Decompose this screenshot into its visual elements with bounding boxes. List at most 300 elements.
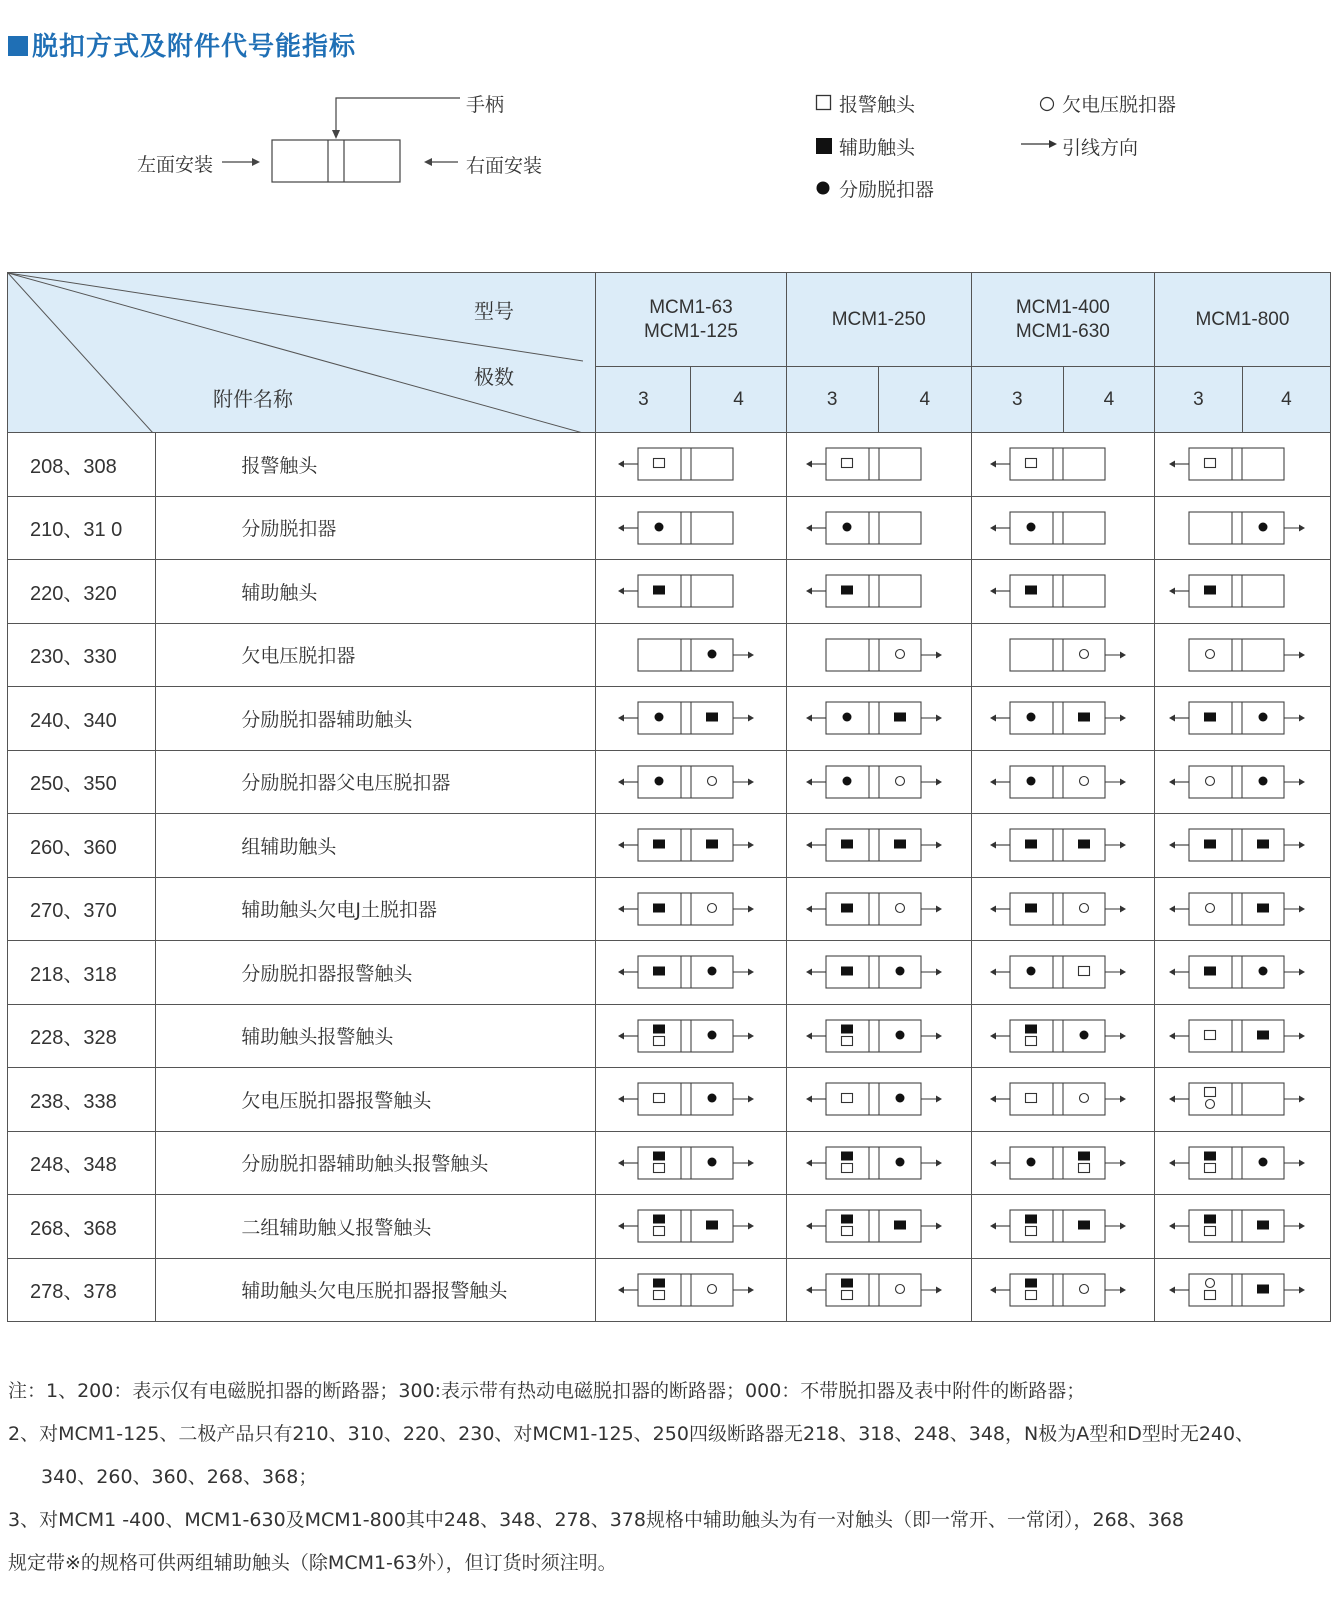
circle-icon — [895, 1284, 904, 1293]
filled-dot-icon — [1026, 776, 1035, 785]
filled-square-icon — [1257, 903, 1269, 912]
accessory-code: 248、348 — [8, 1131, 156, 1195]
filled-square-icon — [706, 1221, 718, 1230]
breaker-body — [826, 1210, 921, 1242]
arrow-right-icon — [921, 1032, 942, 1039]
arrow-left-icon — [618, 1096, 638, 1103]
symbol-cell — [1154, 496, 1330, 560]
filled-square-icon — [653, 1151, 665, 1160]
symbol-cell — [596, 560, 786, 624]
breaker-symbol-diagram — [1167, 765, 1317, 799]
breaker-body — [1010, 829, 1105, 861]
symbol-cell — [971, 560, 1154, 624]
breaker-symbol-diagram — [1167, 1019, 1317, 1053]
filled-dot-icon — [1026, 713, 1035, 722]
breaker-body — [826, 1147, 921, 1179]
breaker-body — [1010, 956, 1105, 988]
poles-label: 极数 — [474, 365, 514, 389]
circle-icon — [1079, 1284, 1088, 1293]
symbol-cell — [596, 1195, 786, 1259]
page-title: 脱扣方式及附件代号能指标 — [8, 26, 356, 63]
model-header-mcm1-800: MCM1-800 — [1154, 273, 1330, 367]
breaker-body — [1189, 829, 1284, 861]
breaker-symbol-diagram — [616, 1209, 766, 1243]
breaker-body — [1189, 1274, 1284, 1306]
arrow-right-icon — [733, 1096, 754, 1103]
poles-cell: 4 — [1242, 367, 1330, 433]
arrow-right-icon — [1105, 1096, 1126, 1103]
empty-square-icon — [841, 459, 852, 468]
filled-dot-icon — [1259, 522, 1268, 531]
filled-square-icon — [653, 903, 665, 912]
breaker-symbol-diagram — [1167, 1146, 1317, 1180]
arrow-left-icon — [806, 1032, 826, 1039]
symbol-cell — [1154, 1068, 1330, 1132]
accessory-code: 268、368 — [8, 1195, 156, 1259]
breaker-symbol-diagram — [988, 511, 1138, 545]
breaker-body — [638, 893, 733, 925]
breaker-symbol-diagram — [804, 1082, 954, 1116]
breaker-body — [826, 448, 921, 480]
accessory-name: 分励脱扣器父电压脱扣器 — [156, 750, 596, 814]
arrow-right-icon — [921, 1159, 942, 1166]
breaker-body — [826, 639, 921, 671]
arrow-left-icon — [806, 778, 826, 785]
empty-square-icon — [841, 1227, 852, 1236]
breaker-body — [638, 1083, 733, 1115]
circle-icon — [895, 649, 904, 658]
table-row — [8, 1131, 1331, 1195]
symbol-cell — [596, 433, 786, 497]
arrow-right-icon — [921, 651, 942, 658]
filled-dot-icon — [654, 776, 663, 785]
breaker-body — [1189, 1020, 1284, 1052]
breaker-symbol-diagram — [988, 1082, 1138, 1116]
symbol-cell — [1154, 1258, 1330, 1322]
breaker-body — [826, 1083, 921, 1115]
filled-dot-icon — [1259, 713, 1268, 722]
symbol-cell — [1154, 814, 1330, 878]
arrow-left-icon — [1169, 1159, 1189, 1166]
arrow-left-icon — [806, 1159, 826, 1166]
breaker-symbol-diagram — [616, 701, 766, 735]
circle-icon — [1079, 649, 1088, 658]
filled-dot-icon — [895, 1094, 904, 1103]
breaker-body — [638, 766, 733, 798]
circle-icon — [1206, 649, 1215, 658]
arrow-right-icon — [1284, 715, 1305, 722]
breaker-body — [1010, 702, 1105, 734]
arrow-right-icon — [1105, 842, 1126, 849]
arrow-right-icon — [1105, 715, 1126, 722]
arrow-left-icon — [806, 842, 826, 849]
symbol-cell — [786, 1258, 971, 1322]
arrow-right-icon — [921, 1096, 942, 1103]
symbol-cell — [786, 623, 971, 687]
accessory-name-label: 附件名称 — [213, 387, 293, 411]
accessory-name: 组辅助触头 — [156, 814, 596, 878]
breaker-body — [638, 639, 733, 671]
arrow-left-icon — [990, 588, 1010, 595]
symbol-cell — [786, 560, 971, 624]
accessory-name: 辅助触头欠电J土脱扣器 — [156, 877, 596, 941]
arrow-left-icon — [618, 1159, 638, 1166]
table-row — [8, 941, 1331, 1005]
breaker-body — [826, 702, 921, 734]
arrow-right-icon — [1284, 1096, 1305, 1103]
breaker-symbol-diagram — [804, 1273, 954, 1307]
empty-square-icon — [653, 1227, 664, 1236]
breaker-symbol-diagram — [616, 574, 766, 608]
handle-label: 手柄 — [466, 94, 505, 116]
breaker-symbol-diagram — [1167, 1209, 1317, 1243]
breaker-symbol-diagram — [1167, 447, 1317, 481]
breaker-symbol-diagram — [1167, 1273, 1317, 1307]
filled-square-icon — [653, 1278, 665, 1287]
arrow-left-icon — [1169, 1286, 1189, 1293]
breaker-body — [1010, 512, 1105, 544]
arrow-right-icon — [921, 715, 942, 722]
breaker-symbol-diagram — [804, 955, 954, 989]
accessory-name: 辅助触头欠电压脱扣器报警触头 — [156, 1258, 596, 1322]
arrow-left-icon — [806, 588, 826, 595]
breaker-body — [1010, 1083, 1105, 1115]
breaker-body — [1189, 1083, 1284, 1115]
breaker-body — [826, 766, 921, 798]
arrow-left-icon — [618, 461, 638, 468]
accessory-code: 270、370 — [8, 877, 156, 941]
table-row — [8, 814, 1331, 878]
accessory-code: 250、350 — [8, 750, 156, 814]
breaker-symbol-diagram — [804, 1209, 954, 1243]
breaker-symbol-diagram — [804, 511, 954, 545]
filled-square-icon — [841, 1151, 853, 1160]
arrow-left-icon — [990, 1159, 1010, 1166]
arrow-right-icon — [921, 1286, 942, 1293]
arrow-right-icon — [1284, 905, 1305, 912]
filled-square-icon — [1078, 1151, 1090, 1160]
breaker-body — [1189, 448, 1284, 480]
symbol-cell — [786, 687, 971, 751]
legend-empty-square-label: 报警触头 — [839, 94, 916, 116]
symbol-cell — [1154, 750, 1330, 814]
breaker-symbol-diagram — [1167, 828, 1317, 862]
breaker-body — [826, 1274, 921, 1306]
symbol-cell — [1154, 1004, 1330, 1068]
symbol-cell — [971, 687, 1154, 751]
filled-square-icon — [653, 967, 665, 976]
breaker-symbol-diagram — [988, 447, 1138, 481]
filled-square-icon — [1204, 840, 1216, 849]
filled-dot-icon — [1026, 1157, 1035, 1166]
circle-icon — [1079, 776, 1088, 785]
poles-cell: 3 — [786, 367, 878, 433]
breaker-body — [638, 1020, 733, 1052]
filled-dot-icon — [707, 1030, 716, 1039]
poles-cell: 4 — [691, 367, 786, 433]
arrow-left-icon — [990, 905, 1010, 912]
left-install-label: 左面安装 — [137, 154, 214, 176]
filled-square-icon — [841, 1024, 853, 1033]
accessory-name: 报警触头 — [156, 433, 596, 497]
arrow-right-icon — [733, 1286, 754, 1293]
arrow-left-icon — [990, 1223, 1010, 1230]
symbol-cell — [596, 623, 786, 687]
arrow-left-icon — [806, 905, 826, 912]
breaker-symbol-diagram — [988, 892, 1138, 926]
arrow-right-icon — [1284, 651, 1305, 658]
note-line: 规定带※的规格可供两组辅助触头（除MCM1-63外），但订货时须注明。 — [8, 1552, 617, 1574]
breaker-symbol-diagram — [804, 1146, 954, 1180]
empty-square-icon — [841, 1094, 852, 1103]
table-row — [8, 1004, 1331, 1068]
filled-dot-icon — [895, 1157, 904, 1166]
symbol-cell — [1154, 623, 1330, 687]
legend-arrow-label: 引线方向 — [1062, 137, 1139, 159]
arrow-left-icon — [1169, 778, 1189, 785]
symbol-cell — [971, 750, 1154, 814]
empty-square-icon — [653, 1290, 664, 1299]
symbol-cell — [971, 623, 1154, 687]
filled-dot-icon — [707, 1094, 716, 1103]
arrow-left-icon — [990, 1032, 1010, 1039]
arrow-left-icon — [806, 969, 826, 976]
accessory-name: 分励脱扣器辅助触头报警触头 — [156, 1131, 596, 1195]
breaker-symbol-diagram — [616, 1082, 766, 1116]
filled-dot-icon — [1079, 1030, 1088, 1039]
arrow-left-icon — [990, 1286, 1010, 1293]
circle-icon — [1206, 1278, 1215, 1287]
arrow-right-icon — [733, 842, 754, 849]
breaker-symbol-diagram — [804, 638, 954, 672]
breaker-body — [1189, 1147, 1284, 1179]
arrow-right-icon — [921, 969, 942, 976]
breaker-symbol-diagram — [804, 574, 954, 608]
breaker-symbol-diagram — [988, 1209, 1138, 1243]
arrow-left-icon — [618, 1286, 638, 1293]
symbol-cell — [1154, 1195, 1330, 1259]
arrow-left-icon — [1169, 1096, 1189, 1103]
table-row — [8, 623, 1331, 687]
breaker-body — [638, 575, 733, 607]
arrow-left-icon — [1169, 969, 1189, 976]
filled-square-icon — [1204, 1215, 1216, 1224]
arrow-left-icon — [806, 1223, 826, 1230]
empty-square-icon — [653, 459, 664, 468]
filled-dot-icon — [707, 967, 716, 976]
arrow-left-icon — [1169, 715, 1189, 722]
symbol-cell — [971, 433, 1154, 497]
breaker-body — [638, 829, 733, 861]
accessory-code: 240、340 — [8, 687, 156, 751]
filled-square-icon — [1078, 840, 1090, 849]
breaker-symbol-diagram — [988, 1273, 1138, 1307]
arrow-right-icon — [1105, 905, 1126, 912]
filled-square-icon — [815, 137, 833, 155]
breaker-body — [1010, 766, 1105, 798]
arrow-left-icon — [618, 1032, 638, 1039]
breaker-body — [1010, 1210, 1105, 1242]
filled-square-icon — [1204, 1151, 1216, 1160]
arrow-right-icon — [733, 1159, 754, 1166]
symbol-cell — [1154, 433, 1330, 497]
symbol-cell — [786, 1068, 971, 1132]
symbol-cell — [596, 1258, 786, 1322]
breaker-symbol-diagram — [1167, 955, 1317, 989]
breaker-body — [1189, 893, 1284, 925]
arrow-right-icon — [1284, 1223, 1305, 1230]
poles-cell: 4 — [878, 367, 971, 433]
breaker-body — [1189, 1210, 1284, 1242]
breaker-symbol-diagram — [616, 765, 766, 799]
breaker-body — [826, 512, 921, 544]
legend-circle-label: 欠电压脱扣器 — [1062, 94, 1177, 116]
poles-cell: 3 — [971, 367, 1063, 433]
table-row — [8, 433, 1331, 497]
empty-square-icon — [841, 1163, 852, 1172]
breaker-body — [1010, 1147, 1105, 1179]
filled-square-icon — [1204, 586, 1216, 595]
filled-square-icon — [894, 713, 906, 722]
symbol-cell — [596, 496, 786, 560]
arrow-right-icon — [1284, 1159, 1305, 1166]
symbol-cell — [596, 750, 786, 814]
arrow-left-icon — [1169, 461, 1189, 468]
breaker-symbol-diagram — [988, 638, 1138, 672]
circle-icon — [707, 903, 716, 912]
arrow-left-icon — [806, 524, 826, 531]
symbol-cell — [971, 814, 1154, 878]
legend-filled-square-label: 辅助触头 — [839, 137, 916, 159]
arrow-right-icon — [733, 1032, 754, 1039]
arrow-icon — [1020, 137, 1060, 151]
arrow-left-icon — [806, 461, 826, 468]
table-row — [8, 877, 1331, 941]
filled-square-icon — [1257, 840, 1269, 849]
breaker-symbol-diagram — [804, 765, 954, 799]
accessory-name: 辅助触头 — [156, 560, 596, 624]
breaker-symbol-diagram — [988, 765, 1138, 799]
filled-square-icon — [894, 840, 906, 849]
filled-square-icon — [1257, 1030, 1269, 1039]
empty-square-icon — [1205, 459, 1216, 468]
breaker-symbol-diagram — [616, 638, 766, 672]
filled-dot-icon — [895, 1030, 904, 1039]
accessory-code: 228、328 — [8, 1004, 156, 1068]
poles-cell: 3 — [596, 367, 691, 433]
arrow-right-icon — [1105, 969, 1126, 976]
filled-square-icon — [653, 586, 665, 595]
arrow-left-icon — [990, 461, 1010, 468]
breaker-symbol-diagram — [988, 955, 1138, 989]
breaker-body — [1010, 575, 1105, 607]
breaker-body — [826, 575, 921, 607]
symbol-cell — [786, 941, 971, 1005]
filled-dot-icon — [842, 522, 851, 531]
circle-icon — [1206, 776, 1215, 785]
arrow-left-icon — [618, 588, 638, 595]
circle-icon — [1079, 1094, 1088, 1103]
arrow-right-icon — [733, 651, 754, 658]
arrow-left-icon — [618, 778, 638, 785]
breaker-symbol-diagram — [804, 701, 954, 735]
filled-square-icon — [1257, 1221, 1269, 1230]
filled-square-icon — [1025, 1024, 1037, 1033]
symbol-cell — [971, 941, 1154, 1005]
filled-square-icon — [841, 1278, 853, 1287]
breaker-body — [638, 1274, 733, 1306]
note-line: 3、对MCM1 -400、MCM1-630及MCM1-800其中248、348、278、378规格中辅助触头为有一对触头（即一常开、一常闭），268、368 — [8, 1509, 1185, 1531]
breaker-symbol-diagram — [1167, 1082, 1317, 1116]
arrow-right-icon — [733, 778, 754, 785]
table-row — [8, 750, 1331, 814]
filled-dot-icon — [1026, 967, 1035, 976]
circle-icon — [895, 903, 904, 912]
breaker-symbol-diagram — [1167, 892, 1317, 926]
arrow-right-icon — [1284, 1286, 1305, 1293]
circle-icon — [1079, 903, 1088, 912]
filled-dot-icon — [654, 522, 663, 531]
filled-square-icon — [841, 967, 853, 976]
symbol-cell — [1154, 560, 1330, 624]
empty-square-icon — [1025, 1036, 1036, 1045]
arrow-left-icon — [806, 1096, 826, 1103]
model-header-mcm1-400-630: MCM1-400 MCM1-630 — [971, 273, 1154, 367]
empty-square-icon — [1205, 1088, 1216, 1097]
arrow-right-icon — [1105, 1159, 1126, 1166]
breaker-body — [638, 448, 733, 480]
filled-dot-icon — [842, 776, 851, 785]
symbol-cell — [1154, 941, 1330, 1005]
breaker-symbol-diagram — [988, 1019, 1138, 1053]
filled-square-icon — [841, 586, 853, 595]
symbol-cell — [786, 877, 971, 941]
symbol-cell — [1154, 1131, 1330, 1195]
accessory-code: 210、31 0 — [8, 496, 156, 560]
breaker-symbol-diagram — [804, 447, 954, 481]
arrow-right-icon — [733, 905, 754, 912]
breaker-symbol-diagram — [804, 892, 954, 926]
symbol-cell — [1154, 877, 1330, 941]
arrow-right-icon — [1105, 651, 1126, 658]
breaker-symbol-diagram — [616, 955, 766, 989]
breaker-body — [1189, 956, 1284, 988]
empty-square-icon — [841, 1290, 852, 1299]
arrow-right-icon — [733, 969, 754, 976]
table-row — [8, 1068, 1331, 1132]
empty-square-icon — [653, 1036, 664, 1045]
filled-square-icon — [841, 840, 853, 849]
symbol-cell — [971, 496, 1154, 560]
poles-cell: 3 — [1154, 367, 1242, 433]
empty-square-icon — [815, 94, 833, 112]
arrow-left-icon — [1169, 1223, 1189, 1230]
breaker-body — [1010, 893, 1105, 925]
arrow-right-icon — [921, 842, 942, 849]
arrow-left-icon — [618, 969, 638, 976]
breaker-symbol-diagram — [616, 892, 766, 926]
arrow-right-icon — [733, 1223, 754, 1230]
breaker-symbol-diagram — [616, 828, 766, 862]
symbol-cell — [971, 877, 1154, 941]
arrow-right-icon — [1284, 842, 1305, 849]
symbol-cell — [596, 941, 786, 1005]
breaker-body — [1189, 639, 1284, 671]
note-line: 注：1、200：表示仅有电磁脱扣器的断路器；300:表示带有热动电磁脱扣器的断路器；000：不带脱扣器及表中附件的断路器； — [8, 1380, 1086, 1402]
arrow-right-icon — [1284, 524, 1305, 531]
arrow-left-icon — [806, 1286, 826, 1293]
accessory-name: 分励脱扣器辅助触头 — [156, 687, 596, 751]
